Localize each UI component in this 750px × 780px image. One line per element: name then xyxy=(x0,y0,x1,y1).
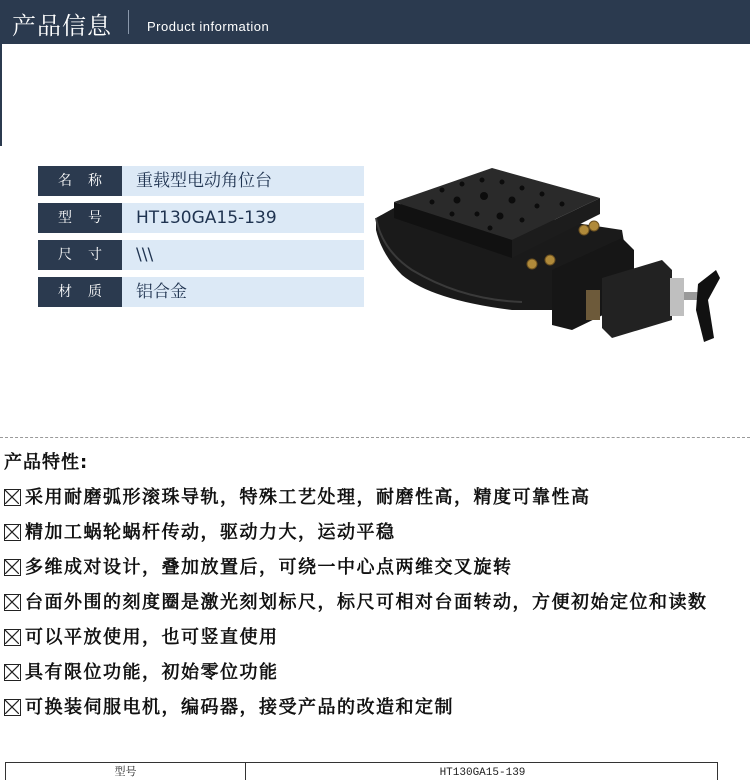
checkbox-icon xyxy=(4,524,21,541)
spec-label: 材质 xyxy=(38,277,122,307)
checkbox-icon xyxy=(4,664,21,681)
spec-value: HT130GA15-139 xyxy=(136,208,277,228)
checkbox-icon xyxy=(4,559,21,576)
product-image xyxy=(372,150,732,380)
spec-list xyxy=(38,166,364,314)
section-header xyxy=(0,0,750,44)
feature-text: 多维成对设计，叠加放置后，可绕一中心点两维交叉旋转 xyxy=(25,557,513,578)
feature-item xyxy=(4,515,748,550)
table-header-model: 型号 xyxy=(6,763,246,780)
checkbox-icon xyxy=(4,629,21,646)
spec-value: \\\ xyxy=(136,245,154,265)
spec-value: 重载型电动角位台 xyxy=(136,171,272,191)
feature-text: 台面外围的刻度圈是激光刻划标尺，标尺可相对台面转动，方便初始定位和读数 xyxy=(25,592,708,613)
feature-item xyxy=(4,690,748,725)
spec-label: 型号 xyxy=(38,203,122,233)
feature-text: 可以平放使用，也可竖直使用 xyxy=(25,627,279,648)
checkbox-icon xyxy=(4,594,21,611)
feature-item xyxy=(4,620,748,655)
header-divider xyxy=(128,10,129,34)
accent-line xyxy=(0,44,2,146)
spec-row-model xyxy=(38,203,364,233)
spec-row-size xyxy=(38,240,364,270)
feature-text: 可换装伺服电机，编码器，接受产品的改造和定制 xyxy=(25,697,454,718)
feature-item xyxy=(4,550,748,585)
features-heading: 产品特性: xyxy=(4,452,89,473)
feature-item xyxy=(4,480,748,515)
spec-value: 铝合金 xyxy=(136,282,187,302)
feature-item xyxy=(4,655,748,690)
spec-label: 尺寸 xyxy=(38,240,122,270)
spec-row-material xyxy=(38,277,364,307)
checkbox-icon xyxy=(4,489,21,506)
feature-list xyxy=(4,450,748,725)
checkbox-icon xyxy=(4,699,21,716)
feature-item xyxy=(4,585,748,620)
feature-text: 具有限位功能，初始零位功能 xyxy=(25,662,279,683)
section-subtitle: Product information xyxy=(147,19,270,34)
feature-text: 精加工蜗轮蜗杆传动，驱动力大，运动平稳 xyxy=(25,522,396,543)
table-cell-model: HT130GA15-139 xyxy=(439,767,526,779)
section-divider xyxy=(0,437,750,438)
spec-table xyxy=(5,762,718,780)
spec-label: 名称 xyxy=(38,166,122,196)
feature-text: 采用耐磨弧形滚珠导轨，特殊工艺处理，耐磨性高，精度可靠性高 xyxy=(25,487,591,508)
section-title: 产品信息 xyxy=(12,12,112,40)
spec-row-name xyxy=(38,166,364,196)
